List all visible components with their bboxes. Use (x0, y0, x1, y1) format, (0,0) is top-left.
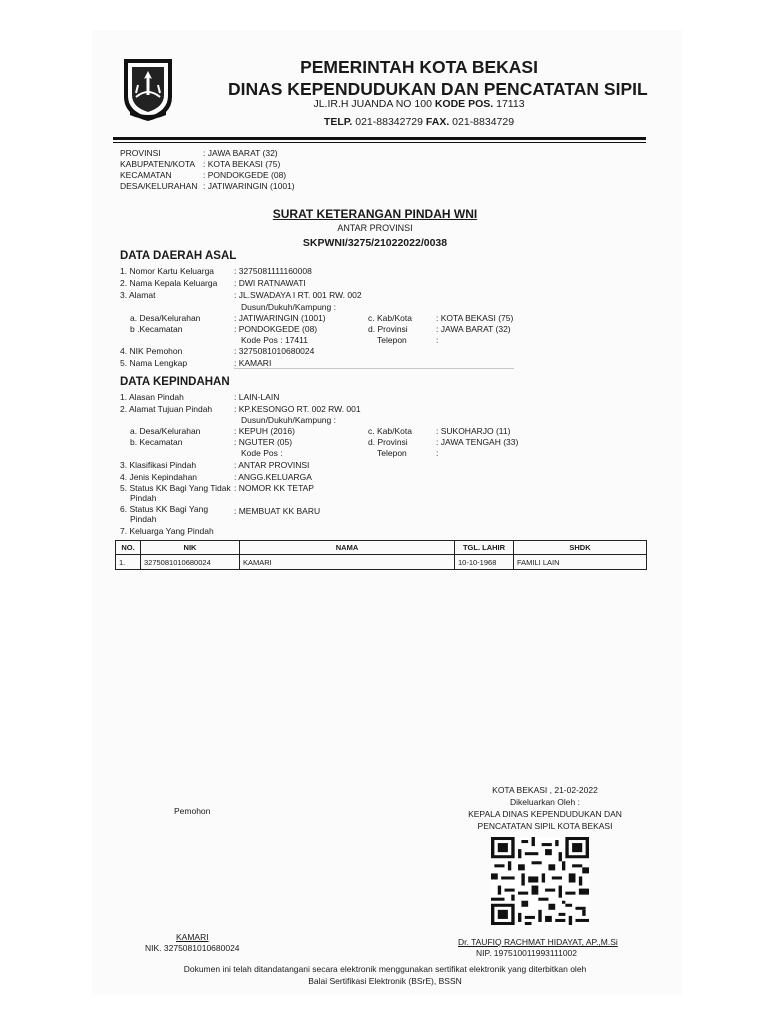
asal-kec-label: b .Kecamatan (130, 324, 183, 334)
asal-alamat-value: : JL.SWADAYA I RT. 001 RW. 002 (234, 290, 362, 300)
qr-code-icon (491, 837, 589, 925)
office-line-2: PENCATATAN SIPIL KOTA BEKASI (477, 821, 613, 831)
header-address (228, 98, 610, 110)
pindah-dusun: Dusun/Dukuh/Kampung : (241, 415, 336, 425)
col-shdk: SHDK (514, 541, 647, 555)
section-pindah-heading: DATA KEPINDAHAN (120, 376, 230, 388)
asal-kodepos: Kode Pos : 17411 (241, 335, 308, 345)
issued-by: Dikeluarkan Oleh : (510, 797, 580, 807)
asal-alamat-label: 3. Alamat (120, 290, 156, 300)
document-subtitle: ANTAR PROVINSI (337, 223, 413, 233)
asal-prov-value: : JAWA BARAT (32) (436, 324, 511, 334)
pindah-kab-value: : SUKOHARJO (11) (436, 426, 511, 436)
region-value-desa: : JATIWARINGIN (1001) (203, 181, 295, 191)
col-no: NO. (116, 541, 141, 555)
kode-pos-label: KODE POS. (434, 98, 494, 110)
header-line-2: DINAS KEPENDUDUKAN DAN PENCATATAN SIPIL (228, 79, 648, 99)
asal-nama-value: : KAMARI (234, 358, 272, 368)
cell-nama: KAMARI (240, 555, 455, 570)
col-nama: NAMA (240, 541, 455, 555)
pindah-keluarga-label: 7. Keluarga Yang Pindah (120, 526, 214, 536)
asal-nik-value: : 3275081010680024 (234, 346, 315, 356)
asal-kec-value: : PONDOKGEDE (08) (234, 324, 318, 334)
pindah-kec-value: : NGUTER (05) (234, 437, 293, 447)
telp-value: 021-88342729 (355, 116, 423, 128)
place-date: KOTA BEKASI , 21-02-2022 (492, 785, 598, 795)
asal-desa-label: a. Desa/Kelurahan (130, 313, 201, 323)
region-value-kabupaten: : KOTA BEKASI (75) (203, 159, 281, 169)
pindah-tujuan-label: 2. Alamat Tujuan Pindah (120, 404, 213, 414)
asal-prov-label: d. Provinsi (368, 324, 408, 334)
asal-kepala-value: : DWI RATNAWATI (234, 278, 306, 288)
kota-bekasi-logo (122, 57, 174, 123)
region-label-desa: DESA/KELURAHAN (120, 181, 198, 191)
keluarga-table (115, 540, 647, 570)
divider-faint (234, 368, 514, 369)
asal-telepon-label: Telepon (377, 335, 407, 345)
section-asal-heading: DATA DAERAH ASAL (120, 250, 237, 262)
footer-line-1: Dokumen ini telah ditandatangani secara elektronik menggunakan sertifikat elektronik yang diterbitkan oleh (183, 964, 587, 974)
cell-shdk: FAMILI LAIN (514, 555, 647, 570)
asal-no-kk-value: : 3275081111160008 (234, 266, 312, 276)
asal-nama-label: 5. Nama Lengkap (120, 358, 188, 368)
footer-line-2: Balai Sertifikasi Elektronik (BSrE), BSSN (308, 976, 462, 986)
pemohon-label: Pemohon (174, 806, 211, 816)
table-row (116, 555, 647, 570)
asal-dusun: Dusun/Dukuh/Kampung : (241, 302, 336, 312)
pindah-kodepos: Kode Pos : (241, 448, 283, 458)
pindah-kab-label: c. Kab/Kota (368, 426, 412, 436)
pindah-status-tidak-value: : NOMOR KK TETAP (234, 483, 314, 493)
header-rule-thick (113, 137, 646, 140)
region-value-kecamatan: : PONDOKGEDE (08) (203, 170, 287, 180)
col-nik: NIK (141, 541, 240, 555)
region-label-kabupaten: KABUPATEN/KOTA (120, 159, 196, 169)
asal-kab-value: : KOTA BEKASI (75) (436, 313, 514, 323)
header-rule-thin (113, 142, 646, 143)
pindah-status-pindah-value: : MEMBUAT KK BARU (234, 506, 321, 516)
table-header-row (116, 541, 647, 555)
header-line-1: PEMERINTAH KOTA BEKASI (300, 57, 538, 77)
pindah-telepon-label: Telepon (377, 448, 407, 458)
document-title: SURAT KETERANGAN PINDAH WNI (272, 207, 478, 221)
pindah-status-tidak-label-2: Pindah (130, 493, 157, 503)
pindah-tujuan-value: : KP.KESONGO RT. 002 RW. 001 (234, 404, 361, 414)
pindah-klasifikasi-label: 3. Klasifikasi Pindah (120, 460, 197, 470)
cell-no: 1. (116, 555, 141, 570)
region-label-kecamatan: KECAMATAN (120, 170, 172, 180)
pindah-alasan-value: : LAIN-LAIN (234, 392, 280, 402)
header-contact (228, 116, 610, 128)
pindah-status-tidak-label: 5. Status KK Bagi Yang Tidak (120, 483, 231, 493)
pindah-kec-label: b. Kecamatan (130, 437, 183, 447)
office-line-1: KEPALA DINAS KEPENDUDUKAN DAN (468, 809, 622, 819)
fax-label: FAX. (425, 116, 450, 128)
official-name: Dr. TAUFIQ RACHMAT HIDAYAT, AP.,M.Si (458, 937, 618, 947)
pindah-desa-label: a. Desa/Kelurahan (130, 426, 201, 436)
pindah-jenis-label: 4. Jenis Kepindahan (120, 472, 198, 482)
asal-nik-label: 4. NIK Pemohon (120, 346, 183, 356)
asal-kepala-label: 2. Nama Kepala Keluarga (120, 278, 218, 288)
pindah-status-pindah-label-2: Pindah (130, 514, 157, 524)
pemohon-name: KAMARI (176, 932, 209, 942)
header-title (228, 56, 648, 100)
asal-telepon-value: : (436, 335, 439, 345)
pindah-desa-value: : KEPUH (2016) (234, 426, 295, 436)
cell-tgl-lahir: 10-10-1968 (455, 555, 514, 570)
pemohon-nik: NIK. 3275081010680024 (145, 943, 240, 953)
pindah-jenis-value: : ANGG.KELUARGA (234, 472, 312, 482)
asal-desa-value: : JATIWARINGIN (1001) (234, 313, 326, 323)
pindah-alasan-label: 1. Alasan Pindah (120, 392, 184, 402)
asal-kab-label: c. Kab/Kota (368, 313, 412, 323)
pindah-prov-label: d. Provinsi (368, 437, 408, 447)
pindah-prov-value: : JAWA TENGAH (33) (436, 437, 519, 447)
address-text: JL.IR.H JUANDA NO 100 (313, 98, 432, 110)
pindah-telepon-value: : (436, 448, 439, 458)
asal-no-kk-label: 1. Nomor Kartu Keluarga (120, 266, 215, 276)
pindah-status-pindah-label: 6. Status KK Bagi Yang (120, 504, 209, 514)
telp-label: TELP. (323, 116, 353, 128)
official-nip: NIP. 197510011993111002 (476, 948, 577, 958)
document-number: SKPWNI/3275/21022022/0038 (302, 237, 448, 249)
col-tgl-lahir: TGL. LAHIR (455, 541, 514, 555)
fax-value: 021-8834729 (452, 116, 515, 128)
kode-pos-value: 17113 (496, 98, 525, 110)
pindah-klasifikasi-value: : ANTAR PROVINSI (234, 460, 310, 470)
cell-nik: 3275081010680024 (141, 555, 240, 570)
region-value-provinsi: : JAWA BARAT (32) (203, 148, 278, 158)
region-label-provinsi: PROVINSI (120, 148, 161, 158)
